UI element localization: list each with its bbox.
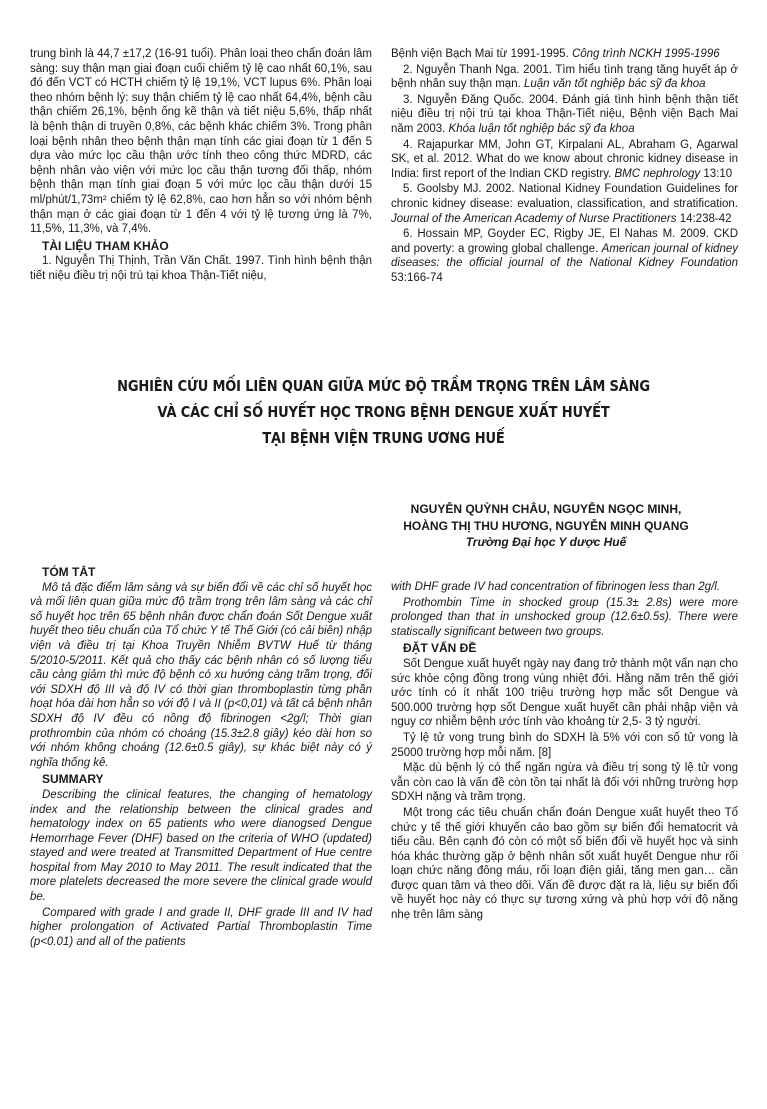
introduction-paragraph-2: Tỷ lệ tử vong trung bình do SDXH là 5% với con số tử vong là 25000 trường hợp mỗi năm. [8]: [391, 731, 738, 759]
reference-6: 6. Hossain MP, Goyder EC, Rigby JE, El Nahas M. 2009. CKD and poverty: a growing global challenge. American journal of kidney diseases: the official journal of the National Kidney Foundation 53:166-74: [391, 228, 738, 284]
top-right-column: [391, 47, 738, 287]
tomtat-body: Mô tả đặc điểm lâm sàng và sự biến đổi về các chỉ số huyết học và mối liên quan giữa mức độ trầm trọng trên lâm sàng và các chỉ số huyết học trên 65 bệnh nhân được chẩn đoán Sốt Dengue xuất huyết theo tiêu chuẩn của Tổ chức Y tế Thế Giới (có cải biên) nhập viện và điều trị tại Khoa Truyền Nhiễm BVTW Huế từ tháng 5/2010-5/2011. Kết quả cho thấy các bệnh nhân có số lượng tiểu cầu càng giảm thì mức độ bệnh có xu hướng càng trầm trọng, đối với SDXH độ III và độ IV có thời gian thromboplastin từng phần hoạt hóa dài hơn hẳn so với độ I và II (p<0,01) và tất cả bệnh nhân SDXH độ IV đều có nồng độ fibrinogen <2g/l; Thời gian prothrombin của nhóm có choáng (15.3±2.8 giây) kéo dài hơn so với nhóm không choáng (12.6±0.5 giây), sự khác biệt này có ý nghĩa thống kê.: [30, 581, 372, 769]
summary-paragraph-1: Describing the clinical features, the changing of hematology index and the relationship between the clinical grades and hematology index on 65 patients who were dianogsed Dengue Hemorrhage Fever (DHF) based on the criteria of WHO (updated) stayed and were treated at Transmitted Department of Hue centre hospital from May 2010 to May 2011. The result indicated that the more platelets decreased the more severe the clinical grade would be.: [30, 788, 372, 904]
bottom-right-column: [391, 580, 738, 924]
reference-4: 4. Rajapurkar MM, John GT, Kirpalani AL, Abraham G, Agarwal SK, et al. 2012. What do we know about chronic kidney disease in India: first report of the Indian CKD registry. BMC nephrology 13:10: [391, 138, 738, 180]
introduction-heading: ĐẶT VẤN ĐỀ: [403, 641, 477, 656]
author-block: [354, 501, 738, 551]
reference-1-continued: Bệnh viện Bạch Mai từ 1991-1995. Công trình NCKH 1995-1996: [391, 48, 720, 60]
summary-paragraph-2: Compared with grade I and grade II, DHF grade III and IV had higher prolongation of Activated Partial Thromboplastin Time (p<0.01) and all of the patients: [30, 906, 372, 948]
introduction-paragraph-4: Một trong các tiêu chuẩn chẩn đoán Dengue xuất huyết theo Tổ chức y tế thế giới khuyến cáo bao gồm sự biến đổi hematocrit và tiểu cầu. Bên cạnh đó còn có một số biến đổi về huyết học và sinh hóa khác thường gặp ở bệnh nhân sốt xuất huyết Dengue như rối loạn chức năng đông máu, rối loạn điện giải, tăng men gan… cần được quan tâm và theo dõi. Vấn đề được đặt ra là, liệu sự biến đổi về huyết học này có thực sự tương xứng và phù hợp với độ nặng nhẹ trên lâm sàng: [391, 806, 738, 922]
results-continuation-paragraph: trung bình là 44,7 ±17,2 (16-91 tuổi). Phân loại theo chẩn đoán lâm sàng: suy thận mạn giai đoạn cuối chiếm tỷ lệ cao nhất 60,1%, sau đó đến VCT có HCTH chiếm tỷ lệ 19,1%, VCT lupus 6%. Phân loại theo nhóm bệnh lý: suy thận chiếm tỷ lệ cao nhất 64,4%, bệnh cầu thận chiếm 26,1%, bệnh ống kẽ thận và tiết niệu 5,6%, thấp nhất là bệnh thận di truyền 0,8%, các bệnh khác chiếm 3%. Trong phân loại bệnh nhân theo bệnh thận mạn tính các giai đoạn từ 1 đến 5 dựa vào mức lọc cầu thận ước tính theo công thức MDRD, các bệnh nhân vào viện với mức lọc cầu thận tương đối thấp, nhóm bệnh thận mạn tính giai đoạn 5 với mức lọc cầu thận dưới 15 ml/phút/1,73m² chiếm tỷ lệ 62,8%, cao hơn hẳn so với nhóm bệnh thận mạn ở các giai đoạn từ 1 đến 4 với tỷ lệ tương ứng là 7%, 11,5%, 11,3%, và 7,4%.: [30, 48, 372, 236]
article-title: [0, 373, 767, 451]
references-heading: TÀI LIỆU THAM KHẢO: [42, 238, 169, 253]
reference-2: 2. Nguyễn Thanh Nga. 2001. Tìm hiểu tình trạng tăng huyết áp ở bệnh nhân suy thận mạn. Luận văn tốt nghiệp bác sỹ đa khoa: [391, 63, 738, 91]
bottom-left-column: [30, 563, 372, 950]
article-title-line-3: TẠI BỆNH VIỆN TRUNG ƯƠNG HUẾ: [262, 429, 505, 447]
summary-continued: with DHF grade IV had concentration of fibrinogen less than 2g/l.: [391, 581, 721, 593]
introduction-paragraph-3: Mặc dù bệnh lý có thể ngăn ngừa và điều trị song tỷ lệ tử vong vẫn còn cao là vấn đề còn tồn tại nhất là đối với những trường hợp SDXH nặng và trầm trọng.: [391, 762, 738, 804]
summary-heading: SUMMARY: [42, 772, 104, 787]
summary-paragraph-3: Prothombin Time in shocked group (15.3± 2.8s) were more prolonged than that in unshocked group (12.6±0.5s). There were statiscally significant between two groups.: [391, 596, 738, 638]
authors-line-1: NGUYỄN QUỲNH CHÂU, NGUYỄN NGỌC MINH,: [410, 502, 682, 516]
reference-5: 5. Goolsby MJ. 2002. National Kidney Foundation Guidelines for chronic kidney disease: evaluation, classification, and stratification. Journal of the American Academy of Nurse Practitioners 14:238-42: [391, 183, 738, 225]
tomtat-heading: TÓM TẮT: [42, 565, 96, 579]
article-title-line-2: VÀ CÁC CHỈ SỐ HUYẾT HỌC TRONG BỆNH DENGUE XUẤT HUYẾT: [157, 403, 610, 421]
authors-line-2: HOÀNG THỊ THU HƯƠNG, NGUYỄN MINH QUANG: [403, 518, 689, 533]
affiliation: Trường Đại học Y dược Huế: [465, 535, 627, 549]
reference-1: 1. Nguyễn Thị Thịnh, Trần Văn Chất. 1997. Tình hình bệnh thận tiết niệu điều trị nội trú tại khoa Thận-Tiết niệu,: [30, 255, 372, 282]
introduction-paragraph-1: Sốt Dengue xuất huyết ngày nay đang trở thành một vấn nạn cho sức khỏe cộng đồng trong vùng nhiệt đới. Hằng năm trên thế giới ước tính có ít nhất 100 triệu trường hợp mắc sốt Dengue và 500.000 trường hợp sốt Dengue xuất huyết cần phải nhập viện và nguy cơ nhiễm bệnh ước tính vào khoảng từ 2,5- 3 tỷ người.: [391, 657, 738, 729]
article-title-line-1: NGHIÊN CỨU MỐI LIÊN QUAN GIỮA MỨC ĐỘ TRẦM TRỌNG TRÊN LÂM SÀNG: [117, 377, 650, 395]
reference-3: 3. Nguyễn Đăng Quốc. 2004. Đánh giá tình hình bệnh thận tiết niệu điều trị nội trú tại khoa Thận-Tiết niệu, Bệnh viện Bạch Mai năm 2003. Khóa luận tốt nghiệp bác sỹ đa khoa: [391, 93, 738, 135]
top-left-column: [30, 47, 372, 285]
